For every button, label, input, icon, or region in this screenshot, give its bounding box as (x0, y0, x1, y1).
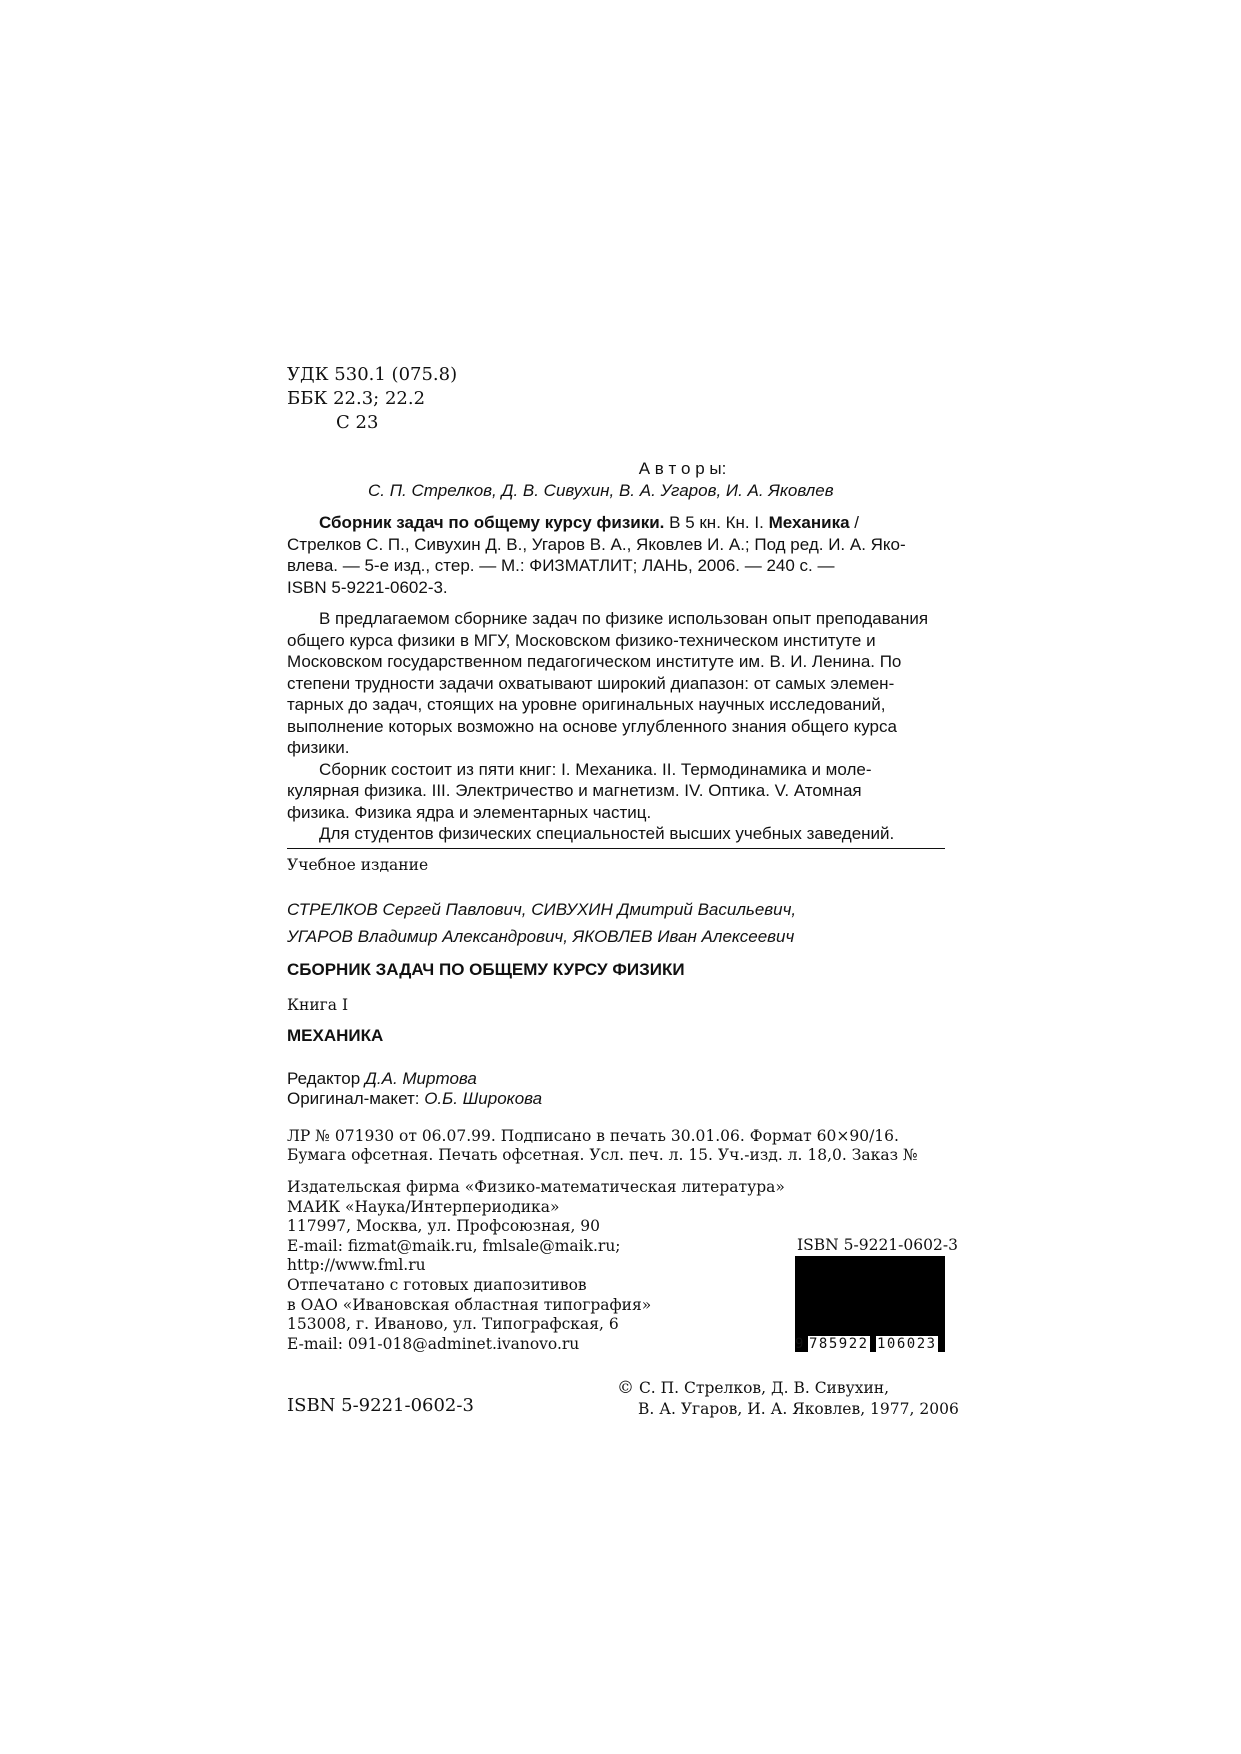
barcode-bar (828, 1259, 829, 1337)
barcode-bar (893, 1259, 894, 1337)
barcode-left-digits: 785922 (809, 1336, 869, 1352)
barcode-bar (878, 1259, 879, 1337)
annotation-line: тарных до задач, стоящих на уровне оригинальных научных исследований, (287, 695, 886, 714)
barcode-bar (865, 1259, 867, 1337)
full-authors-line-2: УГАРОВ Владимир Александрович, ЯКОВЛЕВ Иван Алексеевич (287, 927, 795, 946)
citation-book-title: Механика (768, 513, 850, 532)
udc-code: УДК 530.1 (075.8) (287, 364, 458, 385)
publisher-block (287, 1178, 785, 1276)
copyright-icon: © (617, 1378, 634, 1398)
copyright-holders: С. П. Стрелков, Д. В. Сивухин, (638, 1379, 890, 1397)
barcode-bar (840, 1259, 841, 1337)
edition-type: Учебное издание (287, 856, 429, 874)
editor-line (287, 1068, 477, 1090)
barcode-bar (895, 1259, 897, 1337)
barcode-bar (821, 1259, 823, 1337)
barcode-first-digit: 9 (795, 1336, 804, 1352)
citation-line-4: ISBN 5-9221-0602-3. (287, 577, 448, 597)
full-authors-line-1: СТРЕЛКОВ Сергей Павлович, СИВУХИН Дмитрий Васильевич, (287, 900, 797, 919)
barcode-bar (858, 1259, 862, 1337)
print-info-line-2: Бумага офсетная. Печать офсетная. Усл. печ. л. 15. Уч.-изд. л. 18,0. Заказ № (287, 1146, 918, 1164)
annotation-line: Московском государственном педагогическом институте им. В. И. Ленина. По (287, 652, 902, 671)
barcode-bar (816, 1259, 820, 1337)
layout-line (287, 1088, 542, 1110)
authors-names: С. П. Стрелков, Д. В. Сивухин, В. А. Угаров, И. А. Яковлев (368, 481, 834, 500)
printer-line: E-mail: 091-018@adminet.ivanovo.ru (287, 1334, 580, 1353)
volume-number: Книга I (287, 996, 349, 1014)
barcode-bar (851, 1259, 852, 1337)
editor-name: Д.А. Миртова (364, 1069, 477, 1088)
annotation-line: общего курса физики в МГУ, Московском физико-техническом институте и (287, 630, 876, 650)
barcode-bar (881, 1259, 883, 1337)
bbk-code: ББК 22.3; 22.2 (287, 388, 426, 409)
annotation-line: выполнение которых возможно на основе углубленного знания общего курса (287, 716, 897, 736)
citation-line-2: Стрелков С. П., Сивухин Д. В., Угаров В. А., Яковлев И. А.; Под ред. И. А. Яко- (287, 534, 906, 554)
layout-name: О.Б. Широкова (424, 1089, 543, 1108)
publisher-line: Издательская фирма «Физико-математическая литература» (287, 1178, 785, 1196)
editor-label: Редактор (287, 1069, 361, 1088)
publisher-line: 117997, Москва, ул. Профсоюзная, 90 (287, 1217, 601, 1235)
barcode-bar (874, 1259, 875, 1337)
citation-tail: / (849, 513, 859, 532)
citation (287, 512, 947, 598)
book-title-caps: СБОРНИК ЗАДАЧ ПО ОБЩЕМУ КУРСУ ФИЗИКИ (287, 960, 685, 979)
citation-line-1 (287, 512, 947, 534)
barcode-bar (902, 1259, 903, 1337)
barcode-right-digits: 106023 (877, 1336, 937, 1352)
barcode-bar (887, 1259, 891, 1337)
copyright-line-2: В. А. Угаров, И. А. Яковлев, 1977, 2006 (638, 1400, 959, 1418)
copyright-line-1 (617, 1379, 889, 1399)
barcode-bar (826, 1259, 827, 1337)
barcode-bar (832, 1259, 836, 1337)
barcode-bar (805, 1259, 806, 1337)
annotation-line: физики. (287, 738, 350, 757)
citation-line-3: влева. — 5-е изд., стер. — М.: ФИЗМАТЛИТ; ЛАНЬ, 2006. — 240 с. — (287, 556, 835, 575)
annotation-line: В предлагаемом сборнике задач по физике использован опыт преподавания (319, 609, 929, 628)
printer-block (287, 1276, 651, 1354)
citation-title: Сборник задач по общему курсу физики. (319, 513, 665, 532)
publisher-line: http://www.fml.ru (287, 1256, 426, 1274)
annotation-line: Сборник состоит из пяти книг: I. Механика. II. Термодинамика и моле- (319, 759, 872, 779)
barcode-bar (836, 1259, 837, 1337)
printer-line: Отпечатано с готовых диапозитивов (287, 1276, 587, 1294)
annotation (287, 608, 947, 845)
bottom-isbn: ISBN 5-9221-0602-3 (287, 1395, 474, 1416)
barcode-bar (884, 1259, 885, 1337)
barcode-bar (900, 1259, 901, 1337)
barcode-isbn-label: ISBN 5-9221-0602-3 (797, 1236, 958, 1254)
annotation-line: степени трудности задачи охватывают широкий диапазон: от самых элемен- (287, 673, 895, 693)
annotation-line: физика. Физика ядра и элементарных частиц. (287, 802, 652, 822)
printer-line: в ОАО «Ивановская областная типография» (287, 1295, 652, 1314)
publisher-line: E-mail: fizmat@maik.ru, fmlsale@maik.ru; (287, 1236, 621, 1255)
barcode-bar (842, 1259, 844, 1337)
author-mark: С 23 (336, 412, 379, 433)
annotation-line: кулярная физика. III. Электричество и магнетизм. IV. Оптика. V. Атомная (287, 781, 862, 800)
authors-heading: А в т о р ы: (638, 459, 727, 478)
printer-line: 153008, г. Иваново, ул. Типографская, 6 (287, 1315, 619, 1333)
barcode-bar (814, 1259, 815, 1337)
publisher-line: МАИК «Наука/Интерпериодика» (287, 1197, 560, 1216)
citation-book-info: В 5 кн. Кн. I. (664, 513, 769, 532)
layout-label: Оригинал-макет: (287, 1089, 420, 1108)
divider-rule (287, 848, 945, 849)
barcode-bar (869, 1259, 871, 1337)
barcode-bar (848, 1259, 849, 1337)
annotation-line: Для студентов физических специальностей высших учебных заведений. (319, 824, 895, 843)
barcode-bar (863, 1259, 864, 1337)
print-info-line-1: ЛР № 071930 от 06.07.99. Подписано в печать 30.01.06. Формат 60×90/16. (287, 1127, 899, 1145)
barcode-bar (810, 1259, 812, 1337)
volume-title: МЕХАНИКА (287, 1026, 384, 1045)
